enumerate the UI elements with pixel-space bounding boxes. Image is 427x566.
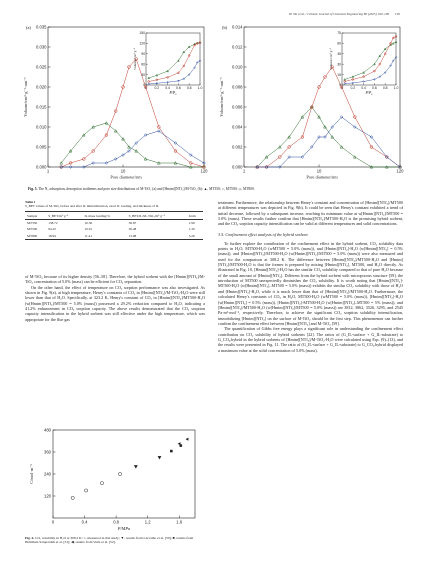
table-1 <box>25 211 203 240</box>
figure-5b-chart <box>218 21 408 183</box>
table-cell: 13.98 <box>128 233 137 238</box>
y-tick-label: 0.014 <box>232 24 243 30</box>
inset-x-tick-label: 0.6 <box>176 86 181 91</box>
inset-y-tick-label: 15 <box>337 72 341 77</box>
y-tick-label: 0.004 <box>232 124 243 130</box>
data-point <box>134 465 137 468</box>
figure-5-caption-label: Fig. 5. <box>28 187 38 191</box>
running-header <box>216 12 400 16</box>
x-tick-label: 10 <box>316 168 322 174</box>
table-cell: 1.30 <box>188 227 195 232</box>
x-tick-label: 1.2 <box>144 519 151 525</box>
page-number: 105 <box>395 12 400 16</box>
right-paragraph-3: The quantification of Gibbs free energy plays a significant role in understanding the confinement effect contribution on CO₂ solubility of hybrid sorbents [22]. The ratios of (G_IL-surface + G_IL-substrate) to G_CO₂,hybrid in the hybrid sorbents of [Hmim][NTf₂]/M-TiO₂-H₂O were calculated using Eqs. (9)–(13), and the results were presented in Fig. 11. The ratio of (G_IL-surface + G_IL-substrate) to G_CO₂,hybrid displayed a maximum value at the solid concentration of 5.0% (mass). <box>218 326 403 353</box>
figure-5-caption-text: The N₂ adsorption–desorption isotherms and pore size distributions of M-TiO₂ (a) and [Hmim][NTf₂]/M-TiO₂ (b): ▲, MT350; ○, MT500; ◇, MT800. <box>37 187 255 191</box>
y-tick-label: 0.025 <box>36 64 47 70</box>
panel-label: (b) <box>222 25 228 30</box>
data-point <box>158 456 161 459</box>
table-header-cell: Sample <box>27 213 38 218</box>
table-cell: 36.87 <box>128 220 137 225</box>
table-cell: MT800 <box>27 233 38 238</box>
data-point <box>170 450 173 453</box>
inset-x-axis-label: P/P₀ <box>169 91 177 95</box>
table-header-cell: IL mass loading/% <box>84 213 110 218</box>
inset-x-tick-label: 0.2 <box>350 86 356 91</box>
inset-y-tick-label: 45 <box>337 52 341 56</box>
x-tick-label: 1 <box>242 168 246 174</box>
y-tick-label: 360 <box>44 449 51 455</box>
table-cell: 18.94 <box>48 233 56 238</box>
data-point <box>118 472 121 475</box>
table-cell: 138.72 <box>48 220 58 225</box>
figure-6-caption-label: Fig. 6. <box>25 536 35 540</box>
inset-y-tick-label: 60 <box>337 41 341 46</box>
inset-y-tick-label: 120 <box>139 41 145 46</box>
y-tick-label: 0.008 <box>232 84 243 90</box>
inset-x-axis-label: P/P₀ <box>365 91 373 95</box>
y-axis-label: C/mol·m⁻³ <box>29 464 34 484</box>
inset-y-tick-label: 75 <box>337 31 341 36</box>
figure-5-panel-a <box>22 21 212 188</box>
inset-x-tick-label: 0.8 <box>186 86 192 91</box>
table-cell: 56.48 <box>128 227 137 232</box>
data-point <box>85 489 88 492</box>
table-cell: 5.26 <box>188 233 195 238</box>
data-point <box>100 482 103 485</box>
table-header-row <box>25 212 203 219</box>
inset-y-tick-label: 0 <box>339 83 341 88</box>
figure-5-panel-b <box>218 21 408 188</box>
figure-6 <box>25 426 205 534</box>
table-header-cell: S_BET/m²·g⁻¹ <box>48 213 69 218</box>
left-column <box>25 200 205 322</box>
table-1-subtitle: S_BET values of M-TiO₂ before and after IL immobilization, exact IL loading, and thickness of IL <box>25 204 159 209</box>
table-row <box>25 219 203 226</box>
inset-y-tick-label: 0 <box>143 83 145 88</box>
inset-x-tick-label: 0.6 <box>372 86 377 91</box>
table-header-cell: δ/nm <box>188 213 196 218</box>
x-tick-label: 120 <box>396 168 404 174</box>
y-tick-label: 0.010 <box>232 64 243 70</box>
inset-x-tick-label: 0.4 <box>361 86 366 91</box>
y-tick-label: 0.000 <box>232 164 243 170</box>
y-axis-label: Volume/cm³·g⁻¹·nm⁻¹ <box>23 77 28 117</box>
series-line-mt350 <box>61 123 204 167</box>
y-tick-label: 0.012 <box>232 44 243 50</box>
left-paragraph-1: of M-TiO₂ because of its higher density [56–58]. Therefore, the hybrid sorbent with the [Hmim][NTf₂]/M-TiO₂ concentration of 5.0% (mass) can be efficient for CO₂ separation. <box>25 273 205 285</box>
inset-y-tick-label: 60 <box>141 62 145 67</box>
inset-y-axis-label: Volume/cm³·g⁻¹ <box>133 47 137 71</box>
series-line-mt800 <box>257 117 400 167</box>
inset-frame <box>146 33 200 85</box>
data-point <box>178 442 181 445</box>
y-axis-label: Volume/cm³·g⁻¹·nm⁻¹ <box>219 77 224 117</box>
inset-y-tick-label: 30 <box>141 72 145 77</box>
panel-label: (a) <box>26 25 31 30</box>
x-axis-label: P/MPa <box>117 526 131 531</box>
table-cell: 1.99 <box>188 220 195 225</box>
y-tick-label: 0.002 <box>232 144 243 150</box>
inset-y-axis-label: Volume/cm³·g⁻¹ <box>329 47 333 71</box>
y-tick-label: 0.005 <box>36 144 47 150</box>
inset-y-tick-label: 150 <box>139 31 145 36</box>
figure-6-caption-text: CO₂ solubility in H₂O at 308.2 K: ○, measured in this study; ▼, results from Carvalho et al. [50]; ■, results from Hemmati-Sarapardeh et al. [51]; ◀, results from Valtz et al. [52]. <box>25 536 194 545</box>
table-cell: MT350 <box>27 220 38 225</box>
y-tick-label: 0.020 <box>36 84 47 90</box>
table-cell: 94.22 <box>48 227 56 232</box>
table-1-title: Table 1 <box>25 200 36 204</box>
x-tick-label: 0 <box>51 519 55 525</box>
x-tick-label: 0.4 <box>81 519 88 525</box>
inset-y-tick-label: 90 <box>141 52 145 56</box>
running-title: H. Yin et al. / Chinese Journal of Chemical Engineering 80 (2025) 100–109 <box>289 12 390 16</box>
x-tick-label: 120 <box>200 168 208 174</box>
y-tick-label: 0.015 <box>36 104 47 110</box>
figure-5a-chart <box>22 21 212 183</box>
y-tick-label: 480 <box>44 427 51 433</box>
right-column <box>218 200 403 353</box>
x-tick-label: 0.8 <box>113 519 120 525</box>
y-tick-label: 0.000 <box>36 164 47 170</box>
figure-6-caption <box>25 536 205 545</box>
table-cell: 10.36 <box>84 220 93 225</box>
inset-y-tick-label: 30 <box>337 62 341 67</box>
y-tick-label: 0.006 <box>232 104 243 110</box>
x-tick-label: 1 <box>46 168 50 174</box>
table-cell: MT500 <box>27 227 38 232</box>
figure-6-chart <box>25 426 205 534</box>
x-axis-label: Pore diameter/nm <box>306 174 338 180</box>
table-header-cell: S_BET,IL/M–TiO₂/m²·g⁻¹ <box>128 213 165 218</box>
inset-x-tick-label: 0.2 <box>154 86 160 91</box>
figure-5 <box>22 21 412 201</box>
plot-frame <box>53 430 195 518</box>
x-axis-label: Pore diameter/nm <box>110 174 142 180</box>
inset-x-tick-label: 0 <box>341 86 343 91</box>
inset-x-tick-label: 1.0 <box>197 86 203 91</box>
right-paragraph-1: treatment. Furthermore, the relationship between Henry's constant and concentration of [Hmim][NTf₂]/MT500 at different temperatures was depicted in Fig. 9(b). It could be seen that Henry's constant exhibited a trend of initial decrease, followed by a subsequent increase, reaching its minimum value at w[Hmim][NTf₂]/MT500 = 5.0% (mass). These results further confirm that [Hmim][NTf₂]/MT500-H₂O is the promising hybrid sorbent, and the CO₂ sorption capacity intensification can be valid at different temperatures and solid concentrations. <box>218 200 403 227</box>
table-cell: 10.91 <box>84 227 93 232</box>
y-tick-label: 0.010 <box>36 124 47 130</box>
section-heading: 3.5. Confinement effect analysis of the hybrid sorbent <box>218 231 308 237</box>
inset-frame <box>342 33 396 85</box>
y-tick-label: 0.035 <box>36 24 47 30</box>
figure-5-caption <box>28 187 406 192</box>
x-tick-label: 10 <box>120 168 126 174</box>
y-tick-label: 120 <box>44 493 51 499</box>
y-tick-label: 240 <box>44 471 51 477</box>
inset-x-tick-label: 1.0 <box>393 86 399 91</box>
inset-x-tick-label: 0.4 <box>165 86 170 91</box>
data-point <box>71 496 74 499</box>
left-paragraph-2: On the other hand, the effect of temperature on CO₂ sorption performance was also investigated. As shown in Fig. 9(a), at high temperature, Henry's constants of CO₂ in [Hmim][NTf₂]/M-TiO₂-H₂O were still lower than that of H₂O. Specifically, at 323.2 K, Henry's constant of CO₂ in [Hmim][NTf₂]/MT500-H₂O (w[Hmim][NTf₂]/MT500 = 5.0% (mass)) possessed a 29.2% reduction compared to H₂O, indicating a 41.2% enhancement in CO₂ sorption capacity. The above results demonstrated that the CO₂ sorption capacity intensification in the hybrid sorbent was still effective under the high temperature, which was appropriate for the flue gas <box>25 284 205 322</box>
inset-x-tick-label: 0 <box>145 86 147 91</box>
table-row <box>25 233 203 240</box>
table-cell: 11.41 <box>84 233 92 238</box>
x-tick-label: 1.6 <box>176 519 183 525</box>
right-paragraph-2: To further explore the contribution of the confinement effect in the hybrid sorbent, CO₂ solubility data points in H₂O, MT500-H₂O (wMT500 = 5.0% (mass)), and [Hmim][NTf₂]-H₂O (w[Hmim][NTf₂] = 0.5% (mass)), and [Hmim][NTf₂]/MT500-H₂O (w[Hmim][NTf₂]/MT500 = 5.0% (mass)) were also measured and used for the comparison at 308.2 K. The difference between [Hmim][NTf₂]/MT500-H₂O and [Hmim][NTf₂]/MT500-H₂O is that the former is prepared by mixing [Hmim][NTf₂], MT500, and H₂O directly. As illustrated in Fig. 10, [Hmim][NTf₂]-H₂O has the similar CO₂ solubility compared to that of pure H₂O because of the small amount of [Hmim][NTf₂]. Different from the hybrid sorbent with microporous structure [59], the introduction of MT500 unexpectedly diminishes the CO₂ solubility. It is worth noting that [Hmim][NTf₂]-MT500-H₂O (w[Hmim][NTf₂]–MT500 = 5.0% (mass)) exhibits the similar CO₂ solubility with those of H₂O and [Hmim][NTf₂]-H₂O, while it is much lower than that of [Hmim][NTf₂]/MT500-H₂O. Furthermore, the calculated Henry's constants of CO₂ in H₂O, MT500-H₂O (wMT500 = 5.0% (mass)), [Hmim][NTf₂]-H₂O (w[Hmim][NTf₂] = 0.5% (mass)), [Hmim][NTf₂]-MT500-H₂O (w[Hmim][NTf₂]–MT500 = 5% (mass)), and [Hmim][NTf₂]/MT500-H₂O (w[Hmim][NTf₂]/MT500 = 5.0% (mass)) are 3812, 3862, 3526, 3295, and 2545 Pa·m³·mol⁻¹, respectively. Therefore, to achieve the significant CO₂ sorption solubility intensification, immobilizing [Hmim][NTf₂] on the surface of M-TiO₂ should be the first step. This phenomenon can further confirm the confinement effect between [Hmim][NTf₂] and M-TiO₂ [59]. <box>218 240 403 326</box>
inset-x-tick-label: 0.8 <box>382 86 388 91</box>
y-tick-label: 0.030 <box>36 44 47 50</box>
data-point <box>186 438 189 441</box>
